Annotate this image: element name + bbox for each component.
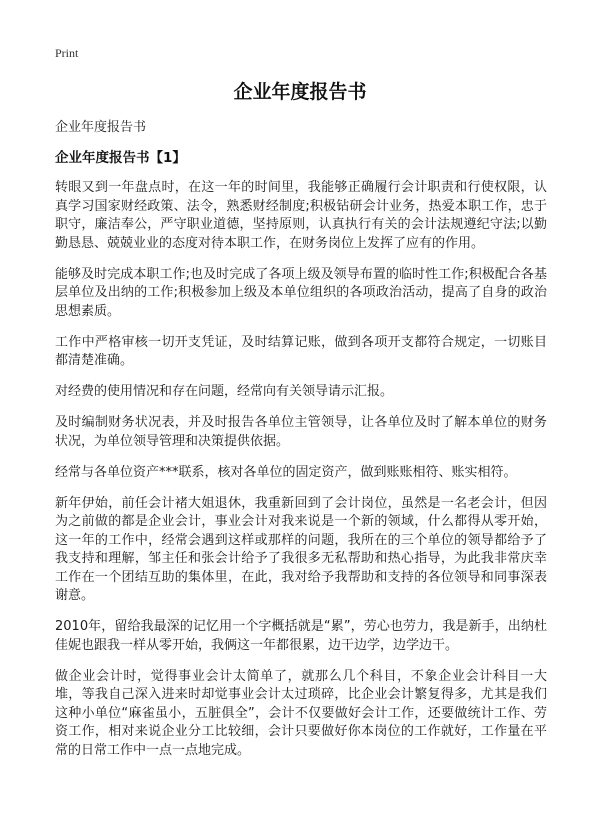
document-body [55,179,547,773]
paragraph: 2010年，留给我最深的记忆用一个字概括就是“累”，劳心也劳力，我是新手，出纳杜佳妮也跟我一样从零开始，我俩这一年都很累，边干边学，边学边干。 [55,619,547,653]
paragraph: 及时编制财务状况表，并及时报告各单位主管领导，让各单位及时了解本单位的财务状况，为单位领导管理和决策提供依据。 [55,415,547,449]
paragraph: 转眼又到一年盘点时，在这一年的时间里，我能够正确履行会计职责和行使权限，认真学习国家财经政策、法令，熟悉财经制度;积极钻研会计业务，热爱本职工作，忠于职守，廉洁奉公，严守职业道德，坚持原则，认真执行有关的会计法规遵纪守法;以勤勤恳恳、兢兢业业的态度对待本职工作，在财务岗位上发挥了应有的作用。 [55,180,547,251]
paragraph: 做企业会计时，觉得事业会计太简单了，就那么几个科目，不象企业会计科目一大堆，等我自己深入进来时却觉事业会计太过琐碎，比企业会计繁复得多，尤其是我们这种小单位“麻雀虽小，五脏俱全”，会计不仅要做好会计工作，还要做统计工作、劳资工作，相对来说企业分工比较细，会计只要做好你本岗位的工作就好，工作量在平常的日常工作中一点一点地完成。 [55,668,547,758]
paragraph: 新年伊始，前任会计褚大姐退休，我重新回到了会计岗位，虽然是一名老会计，但因为之前做的都是企业会计，事业会计对我来说是一个新的领域，什么都得从零开始，这一年的工作中，经常会遇到这样或那样的问题，我所在的三个单位的领导都给予了我支持和理解，邹主任和张会计给予了我很多无私帮助和热心指导，为此我非常庆幸工作在一个团结互助的集体里，在此，我对给予我帮助和支持的各位领导和同事深表谢意。 [55,495,547,603]
paragraph: 工作中严格审核一切开支凭证，及时结算记账，做到各项开支都符合规定，一切账目都清楚准确。 [55,334,547,368]
paragraph: 对经费的使用情况和存在问题，经常向有关领导请示汇报。 [55,384,394,399]
print-link[interactable]: Print [55,46,79,60]
document-title: 企业年度报告书 [233,81,367,103]
document-subtitle: 企业年度报告书 [55,120,147,135]
paragraph: 能够及时完成本职工作;也及时完成了各项上级及领导布置的临时性工作;积极配合各基层单位及出纳的工作;积极参加上级及本单位组织的各项政治活动，提高了自身的政治思想素质。 [55,266,547,319]
section-heading: 企业年度报告书【1】 [55,150,186,166]
paragraph: 经常与各单位资产***联系，核对各单位的固定资产，做到账账相符、账实相符。 [55,464,517,480]
